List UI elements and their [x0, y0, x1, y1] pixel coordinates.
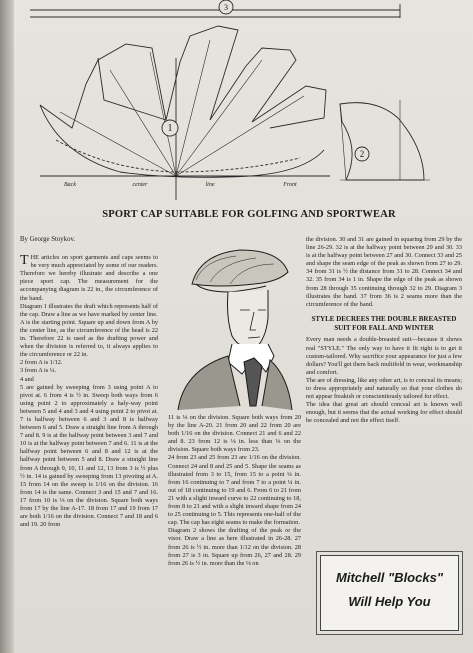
cap-panel-left [40, 44, 166, 128]
drop-cap: T [20, 253, 29, 269]
back-label: Back [64, 182, 76, 188]
diagram3-number: 3 [224, 3, 228, 12]
man-in-cap-illustration [170, 238, 295, 410]
article-column-2 [168, 414, 301, 568]
col1-paragraph: 5 are gained by sweeping from 3 using point A to pivot at. 6 from 4 is ½ in. Sweep both ways from 6 using point 2 to approximately a haly-way point between 5 and 4 and 3 and 4 using point 2 to pivot at. 7 is halfway between 6 and 3 and 8 is halfway between 6 and 5. Draw a straight line from A through 7 and 8. 9 is at the halfway point between 3 and 7 and 10 is at the halfway point between 7 and 6. 11 is at the halfway point between 6 and 8 and 12 is at the halfway point between 5 and 8. Draw a straight line from A through 9, 10, 11 and 12, 13 from 3 is ½ plus ½ in. 14 is gained by sweeping from 13 pivoting at A. 15 from 14 on the sweep is 1/16 on the division. 16 from 14 is the same. Connect 3 and 15 and 7 and 16. 17 from 10 is ⅛ on the division. Square both ways from 17 by the line A-17. 18 from 17 and 19 from 17 are both 1/16 on the division. Connect 7 and 18 and 6 and 19. 20 from [20, 383, 158, 529]
byline: By George Stoykov. [20, 236, 76, 243]
line-label: line [205, 182, 215, 188]
col2-paragraph: 11 is ⅛ on the division. Square both ways from 20 by the line A-20. 21 from 20 and 22 from 20 are both 1/16 on the division. Connect 21 and 6 and 22 and 8. 23 from 12 is ⅛ in. less than ⅛ on the division. Square both ways from 23. [168, 414, 301, 454]
front-label: Front [283, 182, 297, 188]
diagram1-number: 1 [167, 123, 173, 134]
center-label: center [132, 182, 148, 188]
style-subhead: STYLE DECREES THE DOUBLE BREASTED SUIT FOR FALL AND WINTER [311, 314, 457, 332]
col1-paragraph: 3 from A is ¼. [20, 367, 57, 375]
visor-shape [340, 103, 424, 180]
cap-panel-center-right [210, 48, 296, 122]
col1-paragraph: A is the starting point. Square up and down from A by the center line, as the circumference of the head is 22 in. Therefore 22 is used as the drafting power and when the division is referred to, it always applies to the circumference or 22 in. [20, 318, 158, 359]
article-headline: SPORT CAP SUITABLE FOR GOLFING AND SPORTWEAR [102, 209, 396, 220]
col1-paragraph: 2 from A is 1/12. [20, 359, 63, 367]
col2-paragraph: Diagram 2 shows the drafting of the peak or the visor. Draw a line as here illustrated in 26-28. 27 from 26 is ½ in. more than 1/12 on the division. 28 from 27 is 3 in. Square up from 26, 27 and 28. 29 from 26 is ½ in. more than the ⅛ on [168, 527, 301, 567]
style-paragraph: The idea that great art should conceal art is known well enough, but it seems that the actual working for effect should be concealed and not the effect itself. [306, 401, 462, 425]
radial-1 [60, 112, 176, 176]
radial-5 [176, 60, 262, 176]
diagram2-number: 2 [359, 149, 365, 159]
visor-guide-1 [340, 104, 346, 180]
radial-3 [150, 52, 176, 176]
ad-line-1: Mitchell "Blocks" [336, 570, 443, 585]
col2-paragraph: 24 from 23 and 25 from 23 are 1/16 on the division. Connect 24 and 8 and 25 and 5. Shape the seams as illustrated from 3 to 15, from 15 to a point ¼ in. from 16 continuing to 7 and from 7 to a point ¼ in. out of 18 continuing to 19 and 6. From 6 to 21 from 21 with a slight inward curve to 22 continuing to 18, from 8 to 21 and with a slight inward shape from 24 to 25 continuing to 5. This represents one-half of the cap. The cap has eight seams to make the formation. [168, 454, 301, 527]
face [228, 290, 269, 348]
mitchell-blocks-advertisement [320, 555, 459, 631]
intro-paragraph [20, 254, 158, 303]
article-column-3 [306, 236, 462, 425]
radial-6 [176, 96, 304, 176]
radial-4 [176, 40, 210, 176]
cap-crown [192, 250, 288, 286]
col1-paragraph: 4 and [20, 375, 34, 383]
article-column-1 [20, 236, 158, 529]
cap-outer-sweep [40, 105, 324, 177]
col3-paragraph: the division. 30 and 31 are gained in squaring from 29 by the line 26-29. 32 is at the halfway point between 29 and 30. 33 is at the halfway point between 27 and 30. Connect 33 and 25 and shape the seam edge of the peak as shown from 27 to 29. 34 from 31 is ½ the distance from 31 to 28. Connect 34 and 32. 35 from 34 is 1 in. Shape the edge of the peak as shown from 28 through 35 continuing through 32 to 29. Diagram 3 illustrates the band. 37 from 36 is 2 seams more than the circumference of the band. [306, 236, 462, 308]
necktie [244, 358, 262, 406]
style-paragraph: The are of dressing, like any other art, is to conceal its means; to dress appropriately and naturally so that your clothes do not appear freakish or conscientiously tailored for effect. [306, 376, 462, 401]
col1-paragraph: Diagram 1 illustrates the draft which represents half of the cap. Draw a line as we have marked by center line. [20, 302, 158, 318]
style-paragraph: Every man needs a double-breasted suit—because it shows real "STYLE." The only way to have it fit right is to get it custom-tailored. Why sacrifice your appearance for just a few dollars? You'll get them back multifold in wear, workmanship and comfort. [306, 336, 462, 376]
ad-line-2: Will Help You [348, 594, 431, 609]
intro-text: HE articles on sport garments and caps seems to be very much appreciated by some of our readers. Therefore we hereby illustrate and describe a one piece sport cap. The measurement for the accompanying diagram is 22 in., the circumference of the band. [20, 254, 158, 302]
cap-pattern-diagram [0, 0, 473, 205]
